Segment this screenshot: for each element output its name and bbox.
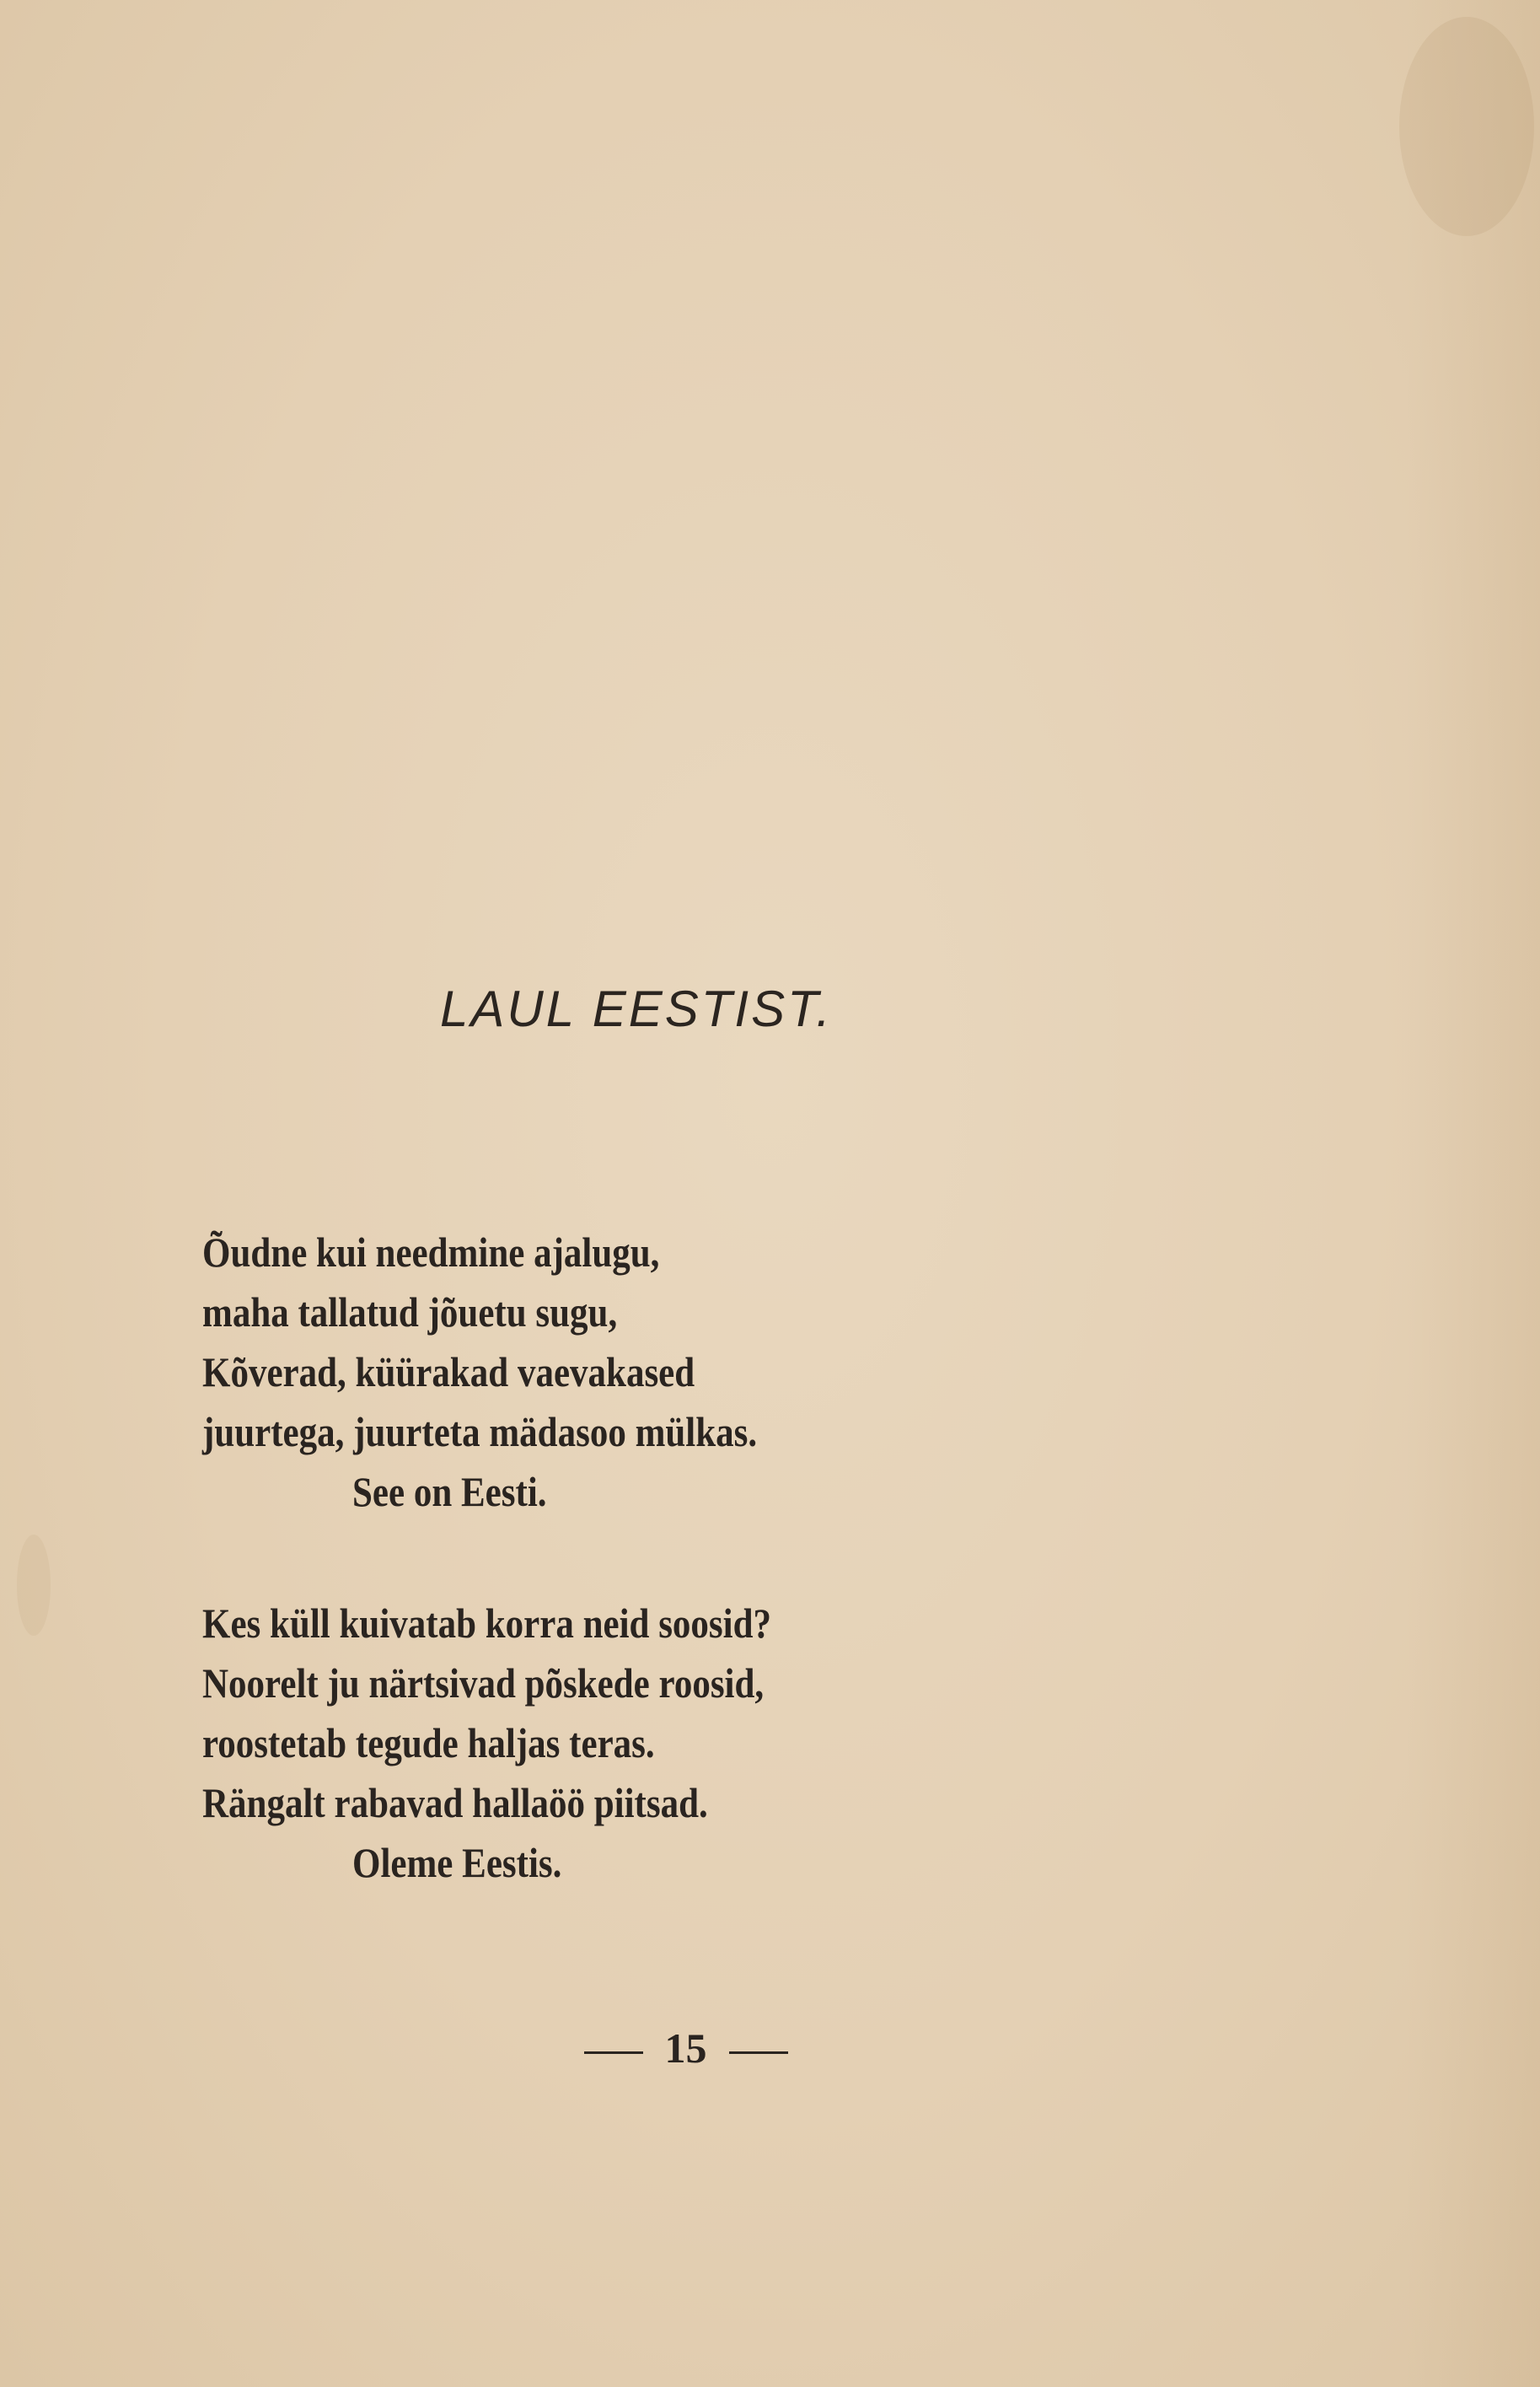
page-number-footer — [0, 2024, 1371, 2072]
stanza-refrain: See on Eesti. — [352, 1468, 547, 1515]
poem-line: Rängalt rabavad hallaöö piitsad. — [202, 1779, 708, 1826]
poem-line: maha tallatud jõuetu sugu, — [202, 1288, 618, 1336]
stanza-2 — [202, 1594, 864, 1893]
em-dash-left — [584, 2051, 643, 2054]
stanza-1 — [202, 1223, 847, 1522]
paper-stain — [1399, 17, 1534, 236]
em-dash-right — [729, 2051, 788, 2054]
poem-line: Kõverad, küürakad vaevakased — [202, 1348, 695, 1395]
poem-line: Õudne kui needmine ajalugu, — [202, 1228, 660, 1276]
poem-line: juurtega, juurteta mädasoo mülkas. — [202, 1408, 758, 1455]
page-number: 15 — [664, 2024, 707, 2072]
page-edge-shade — [1405, 0, 1540, 2387]
poem-line: Kes küll kuivatab korra neid soosid? — [202, 1599, 772, 1647]
stanza-refrain: Oleme Eestis. — [352, 1839, 562, 1886]
poem-title: LAUL EESTIST. — [440, 981, 833, 1037]
poem-line: roostetab tegude haljas teras. — [202, 1719, 655, 1766]
poem-line: Noorelt ju närtsivad põskede roosid, — [202, 1659, 765, 1707]
paper-stain — [17, 1535, 51, 1636]
